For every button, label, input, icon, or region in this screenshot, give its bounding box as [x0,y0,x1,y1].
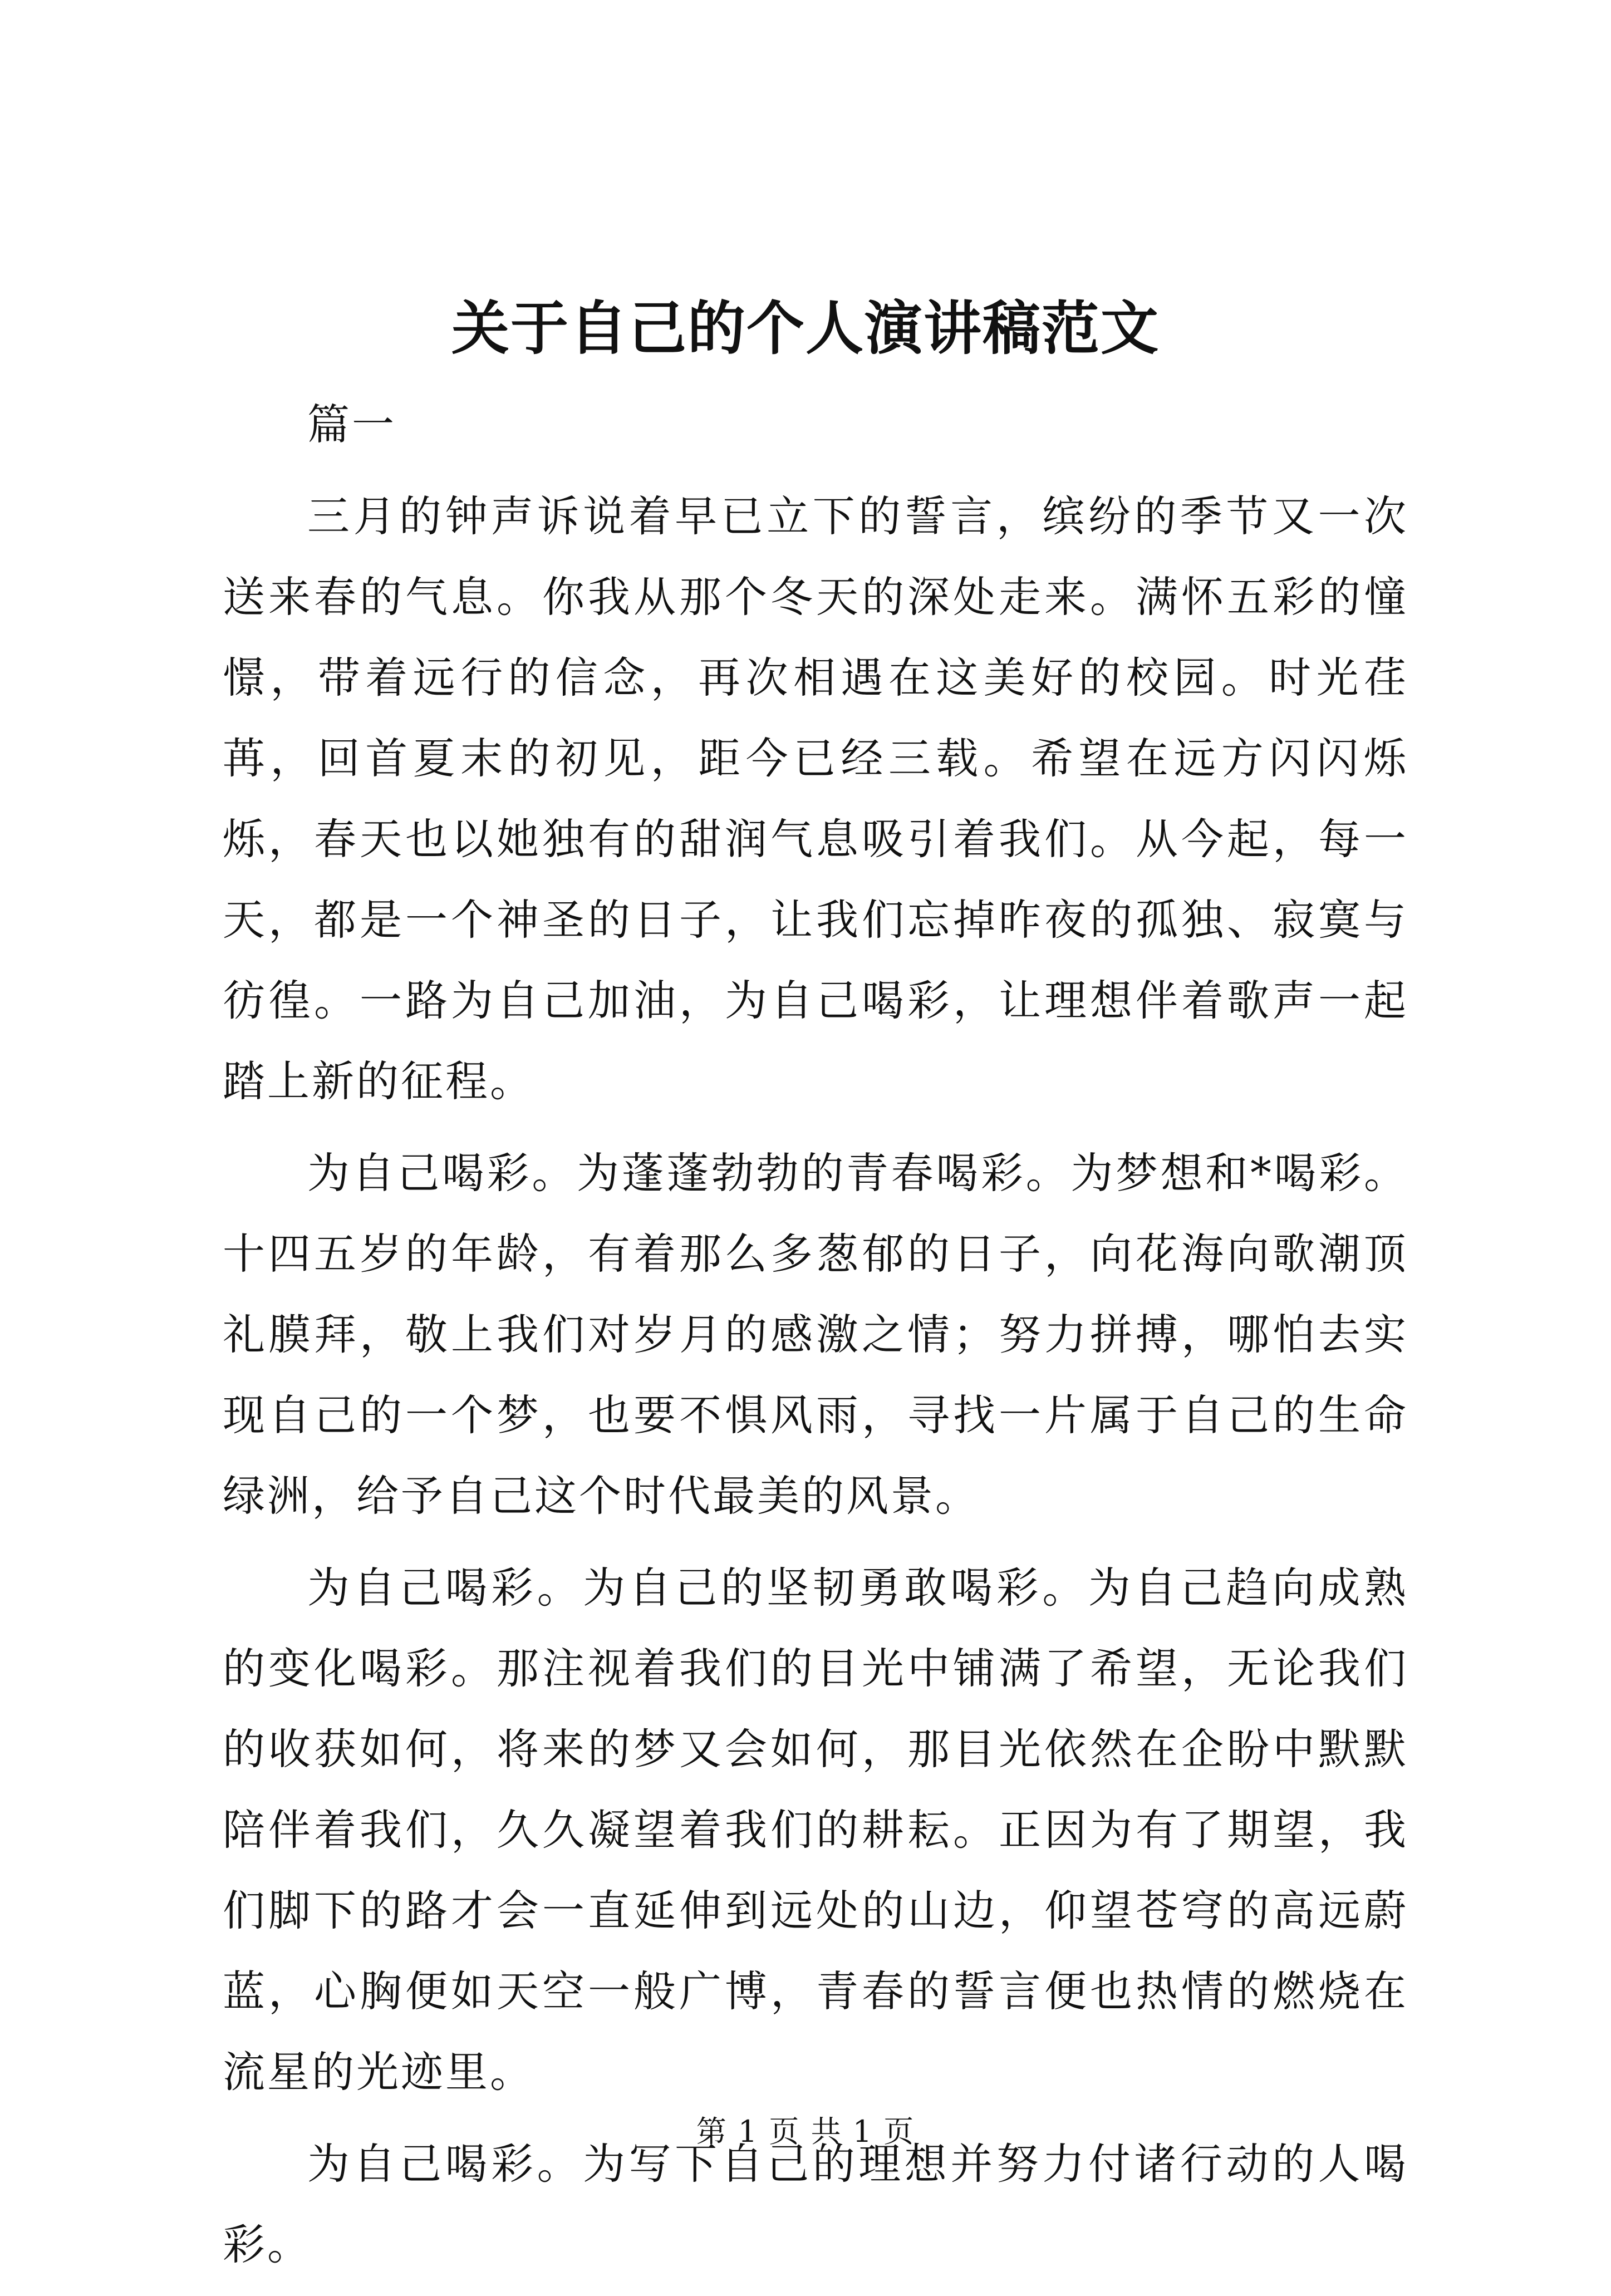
document-body [223,384,1408,2296]
paragraph-2: 为自己喝彩。为蓬蓬勃勃的青春喝彩。为梦想和*喝彩。十四五岁的年龄，有着那么多葱郁的日子，向花海向歌潮顶礼膜拜，敬上我们对岁月的感激之情；努力拼搏，哪怕去实现自己的一个梦，也要不惧风雨，寻找一片属于自己的生命绿洲，给予自己这个时代最美的风景。 [223,1148,1408,1521]
page-footer: 第 1 页 共 1 页 [696,2114,915,2149]
document-title: 关于自己的个人演讲稿范文 [451,294,1160,362]
paragraph-3: 为自己喝彩。为自己的坚韧勇敢喝彩。为自己趋向成熟的变化喝彩。那注视着我们的目光中铺满了希望，无论我们的收获如何，将来的梦又会如何，那目光依然在企盼中默默陪伴着我们，久久凝望着我们的耕耘。正因为有了期望，我们脚下的路才会一直延伸到远处的山边，仰望苍穹的高远蔚蓝，心胸便如天空一般广博，青春的誓言便也热情的燃烧在流星的光迹里。 [223,1563,1408,2097]
paragraph-1: 三月的钟声诉说着早已立下的誓言，缤纷的季节又一次送来春的气息。你我从那个冬天的深处走来。满怀五彩的憧憬，带着远行的信念，再次相遇在这美好的校园。时光荏苒，回首夏末的初见，距今已经三载。希望在远方闪闪烁烁，春天也以她独有的甜润气息吸引着我们。从今起，每一天，都是一个神圣的日子，让我们忘掉昨夜的孤独、寂寞与彷徨。一路为自己加油，为自己喝彩，让理想伴着歌声一起踏上新的征程。 [223,491,1408,1106]
section-label: 篇一 [307,400,396,449]
paragraph-4: 为自己喝彩。为写下自己的理想并努力付诸行动的人喝彩。 [223,2139,1408,2269]
